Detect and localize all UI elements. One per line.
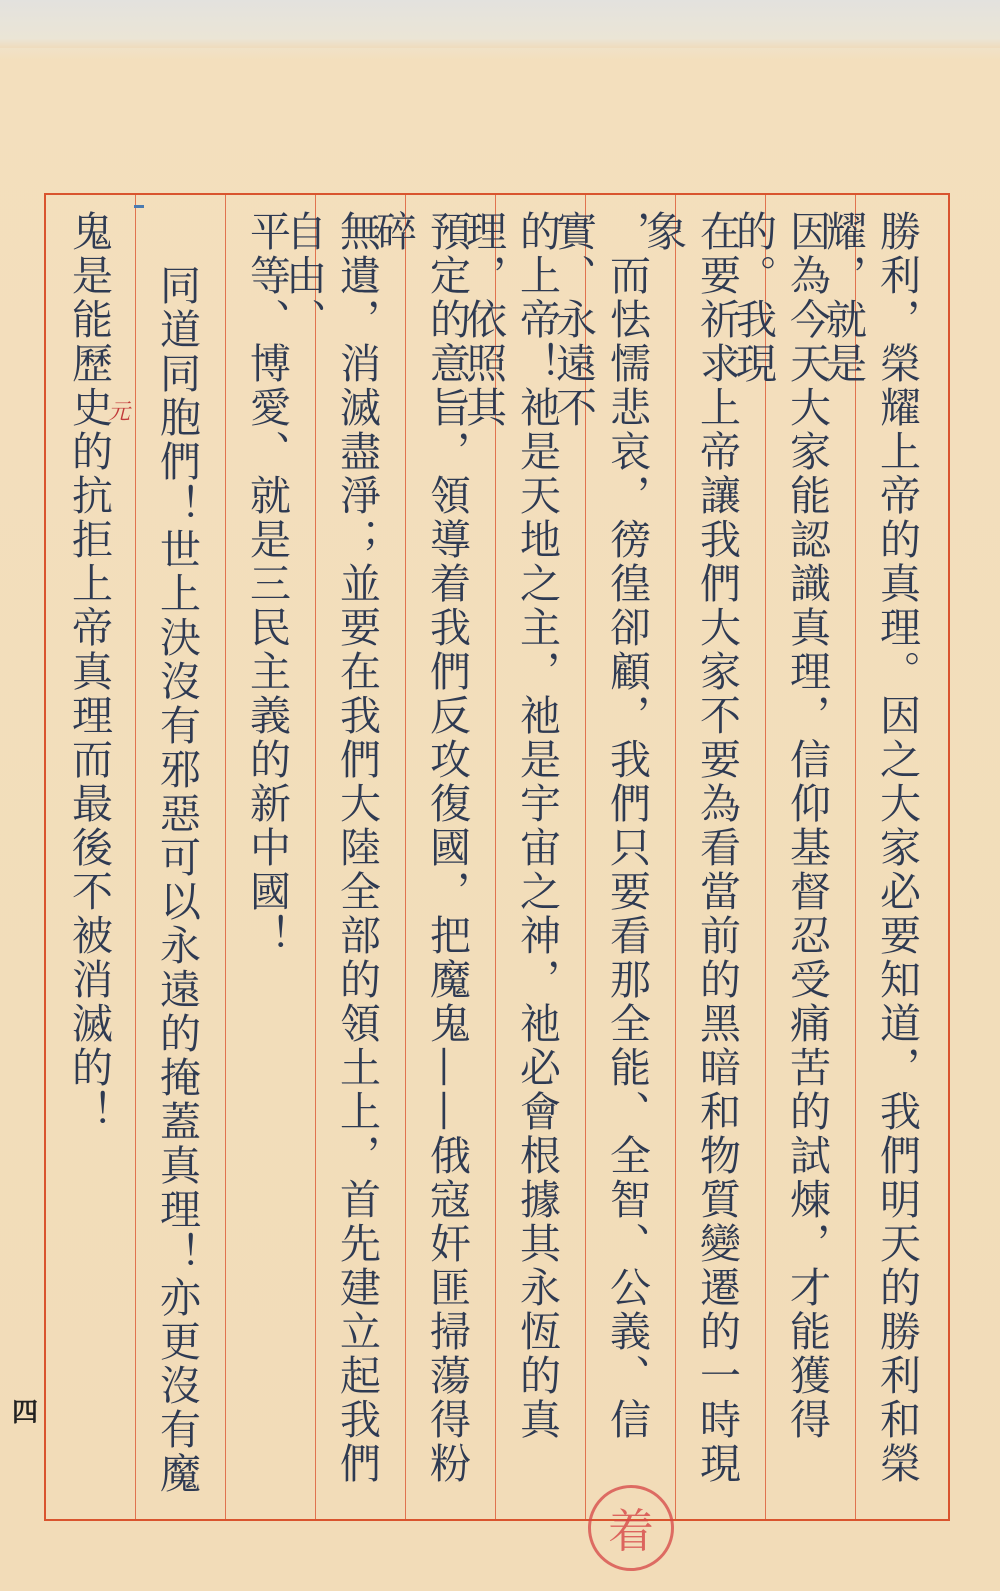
- text-column-8: 平等、博愛、就是三民主義的新中國！: [243, 210, 291, 958]
- column-rule: [675, 195, 676, 1519]
- column-rule: [315, 195, 316, 1519]
- text-column-5: 的上帝！祂是天地之主，祂是宇宙之神，祂必會根據其永恆的真理，依照其: [459, 210, 561, 1442]
- text-column-9: 同道同胞們！世上決沒有邪惡可以永遠的掩蓋真理！亦更沒有魔: [153, 264, 201, 1496]
- blue-pencil-mark: [134, 205, 144, 208]
- text-column-2: 因為今天大家能認識真理，信仰基督忍受痛苦的試煉，才能獲得的。我現: [729, 210, 831, 1442]
- column-rule: [855, 195, 856, 1519]
- text-column-3: 在要祈求上帝讓我們大家不要為看當前的黑暗和物質變遷的一時現象: [639, 210, 741, 1486]
- red-margin-correction: 元: [108, 400, 131, 425]
- text-column-1: 勝利，榮耀上帝的真理。因之大家必要知道，我們明天的勝利和榮耀，就是: [819, 210, 921, 1486]
- column-rule: [135, 195, 136, 1519]
- column-rule: [765, 195, 766, 1519]
- text-column-7: 無遺，消滅盡淨；並要在我們大陸全部的領土上，首先建立起我們自由、: [279, 210, 381, 1486]
- column-rule: [225, 195, 226, 1519]
- column-rule: [405, 195, 406, 1519]
- text-column-10: 鬼是能歷史的抗拒上帝真理而最後不被消滅的！: [65, 210, 113, 1134]
- page-number: 四: [11, 1398, 38, 1428]
- text-column-6: 預定的意旨，領導着我們反攻復國，把魔鬼——俄寇奸匪掃蕩得粉碎: [369, 210, 471, 1486]
- text-column-4: ，而怯懦悲哀，徬徨卻顧，我們只要看那全能、全智、公義、信實、永遠不: [549, 210, 651, 1442]
- red-seal-stamp: 着: [588, 1485, 674, 1571]
- scanner-edge: [0, 0, 1000, 48]
